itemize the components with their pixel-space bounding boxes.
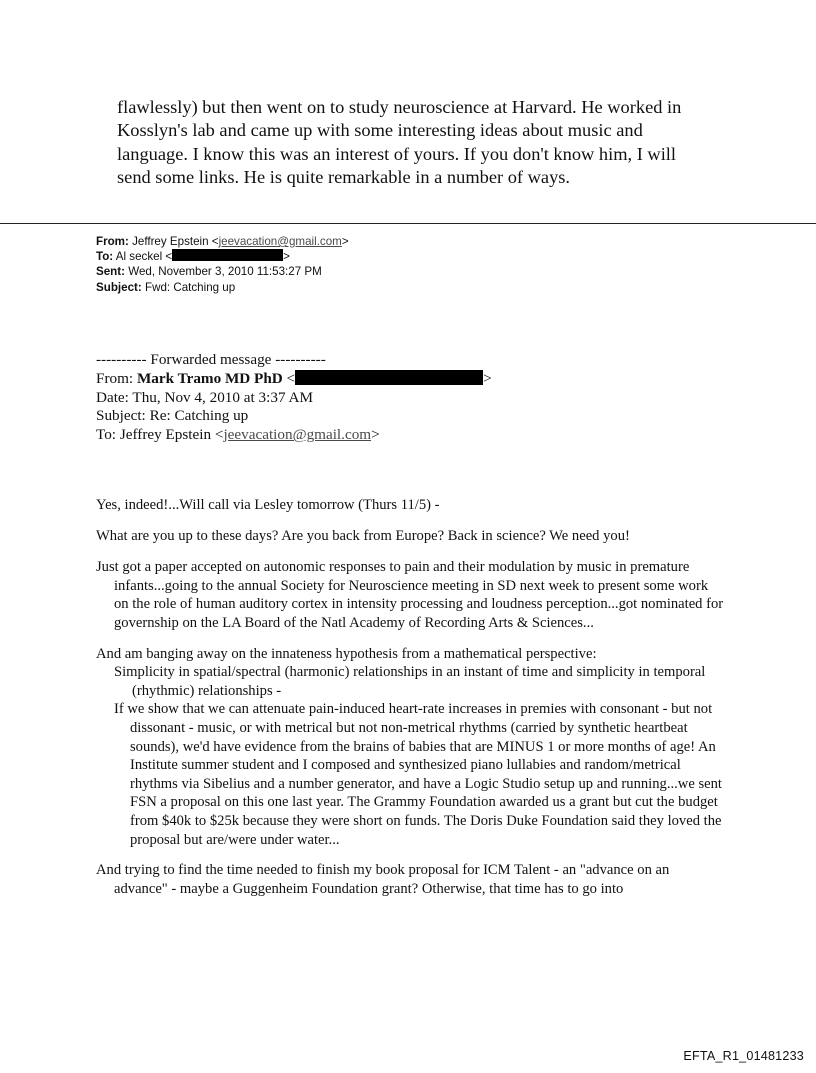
- top-paragraph-line: send some links. He is quite remarkable in a number of ways.: [117, 166, 571, 187]
- forwarded-from-open: <: [282, 369, 296, 387]
- to-close: >: [283, 250, 290, 264]
- forwarded-to-row: [96, 426, 492, 445]
- subject-label: Subject:: [96, 280, 142, 294]
- body-paragraph: If we show that we can attenuate pain-induced heart-rate increases in premies with consonant - but not dissonant - music, or with metrical but not non-metrical rhythms (carried by synthetic heartbeat sounds), we'd have evidence from the brains of babies that are MINUS 1 or more months of age! An Institute summer student and I composed and synthesized piano lullabies and random/metrical rhythms via Sibelius and a number generator, and have a Logic Studio setup up and running...we sent FSN a proposal on this one last year. The Grammy Foundation awarded us a grant but cut the budget from $40k to $25k because they were short on funds. The Doris Duke Foundation said they loved the proposal but are/were under water...: [114, 701, 722, 848]
- from-close: >: [341, 235, 349, 248]
- redaction-block: [172, 249, 283, 261]
- document-id: EFTA_R1_01481233: [683, 1049, 804, 1063]
- forwarded-to-prefix: To: Jeffrey Epstein <: [96, 426, 224, 444]
- forwarded-from-close: >: [483, 369, 492, 387]
- forwarded-from-name: Mark Tramo MD PhD: [136, 369, 283, 387]
- header-from-row: [96, 234, 349, 249]
- body-paragraph: Simplicity in spatial/spectral (harmonic) relationships in an instant of time and simplicity in temporal (rhythmic) relationships -: [114, 664, 706, 699]
- top-paragraph-line: Kosslyn's lab and came up with some interesting ideas about music and: [117, 120, 643, 141]
- body-paragraph: What are you up to these days? Are you back from Europe? Back in science? We need you!: [96, 527, 630, 544]
- sent-value: Wed, November 3, 2010 11:53:27 PM: [128, 265, 322, 279]
- forwarded-to-close: >: [371, 426, 380, 444]
- top-paragraph-line: language. I know this was an interest of yours. If you don't know him, I will: [117, 143, 677, 164]
- forwarded-from-row: [96, 370, 492, 389]
- body-paragraph: Just got a paper accepted on autonomic responses to pain and their modulation by music in premature infants...going to the annual Society for Neuroscience meeting in SD next week to present some work on the role of human auditory cortex in intensity processing and loudness perception...got nominated for governship on the LA Board of the Natl Academy of Recording Arts & Sciences...: [96, 559, 724, 631]
- forwarded-date: Date: Thu, Nov 4, 2010 at 3:37 AM: [96, 388, 313, 406]
- forwarded-subject: Subject: Re: Catching up: [96, 407, 249, 425]
- body-paragraph: And trying to find the time needed to finish my book proposal for ICM Talent - an "advance on an advance" - maybe a Guggenheim Foundation grant? Otherwise, that time has to go into: [96, 862, 670, 897]
- message-body: [96, 496, 726, 898]
- from-label: From:: [96, 235, 129, 248]
- email-header: [96, 234, 349, 295]
- forwarded-from-prefix: From:: [96, 369, 137, 387]
- from-name: Jeffrey Epstein <: [132, 235, 219, 248]
- forwarded-divider: ---------- Forwarded message ----------: [96, 351, 326, 368]
- redaction-block: [295, 370, 483, 385]
- forwarded-to-email-link[interactable]: jeevacation@gmail.com: [223, 426, 372, 444]
- subject-value: Fwd: Catching up: [144, 280, 236, 294]
- to-label: To:: [96, 250, 114, 264]
- header-subject-row: [96, 280, 349, 295]
- from-email-link[interactable]: jeevacation@gmail.com: [218, 235, 342, 248]
- top-paragraph-line: flawlessly) but then went on to study neuroscience at Harvard. He worked in: [117, 97, 682, 117]
- section-divider: [0, 223, 816, 224]
- header-sent-row: [96, 264, 349, 279]
- sent-label: Sent:: [96, 265, 125, 279]
- top-paragraph: [117, 96, 757, 189]
- header-to-row: [96, 249, 349, 264]
- body-paragraph: Yes, indeed!...Will call via Lesley tomorrow (Thurs 11/5) -: [96, 497, 440, 513]
- body-paragraph: And am banging away on the innateness hypothesis from a mathematical perspective:: [96, 645, 597, 662]
- forwarded-header: [96, 351, 492, 445]
- to-name: Al seckel <: [115, 250, 173, 264]
